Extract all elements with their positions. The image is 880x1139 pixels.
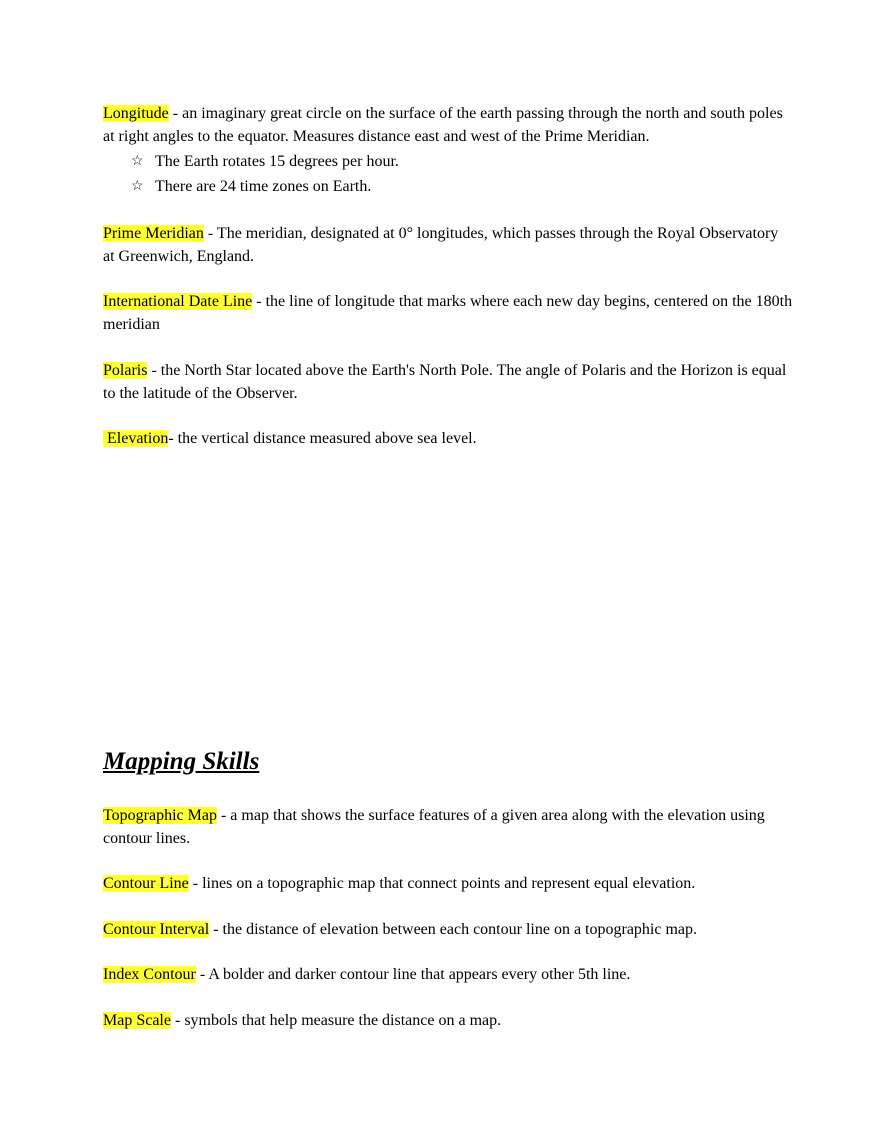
term-prime-meridian: Prime Meridian [103, 225, 204, 242]
term-elevation: Elevation [103, 430, 169, 447]
term-international-date-line: International Date Line [103, 293, 253, 310]
bullet-text: The Earth rotates 15 degrees per hour. [155, 153, 399, 170]
list-item [103, 150, 793, 173]
definition-index-contour: - A bolder and darker contour line that appears every other 5th line. [195, 966, 631, 983]
section-heading-mapping-skills: Mapping Skills [103, 748, 260, 775]
entry-polaris [103, 359, 793, 405]
definition-contour-line: - lines on a topographic map that connect points and represent equal elevation. [188, 875, 696, 892]
term-contour-line: Contour Line [103, 875, 189, 892]
white-star-icon: ☆ [131, 179, 144, 194]
entry-international-date-line [103, 290, 793, 336]
term-index-contour: Index Contour [103, 966, 196, 983]
definition-map-scale: - symbols that help measure the distance on a map. [170, 1012, 502, 1029]
entry-index-contour [103, 963, 793, 986]
entry-elevation [103, 427, 793, 450]
definition-international-date-line: - the line of longitude that marks where each new day begins, centered on the 180th meridian [103, 293, 793, 333]
term-topographic-map: Topographic Map [103, 807, 217, 824]
entry-contour-line [103, 872, 793, 895]
term-map-scale: Map Scale [103, 1012, 171, 1029]
entry-longitude [103, 102, 793, 198]
term-polaris: Polaris [103, 362, 148, 379]
definition-polaris: - the North Star located above the Earth's North Pole. The angle of Polaris and the Horizon is equal to the latitude of the Observer. [103, 362, 787, 402]
white-star-icon: ☆ [131, 154, 144, 169]
bullet-text: There are 24 time zones on Earth. [155, 178, 372, 195]
longitude-bullet-list [103, 150, 793, 198]
term-longitude: Longitude [103, 105, 169, 122]
definition-topographic-map: - a map that shows the surface features of a given area along with the elevation using contour lines. [103, 807, 765, 847]
definition-prime-meridian: - The meridian, designated at 0° longitudes, which passes through the Royal Observatory at Greenwich, England. [103, 225, 779, 265]
list-item [103, 175, 793, 198]
entry-topographic-map [103, 804, 793, 850]
term-contour-interval: Contour Interval [103, 921, 210, 938]
entry-map-scale [103, 1009, 793, 1032]
definition-contour-interval: - the distance of elevation between each contour line on a topographic map. [209, 921, 698, 938]
definition-longitude: - an imaginary great circle on the surface of the earth passing through the north and south poles at right angles to the equator. Measures distance east and west of the Prime Meridian. [103, 105, 783, 145]
definition-elevation: - the vertical distance measured above sea level. [168, 430, 477, 447]
entry-contour-interval [103, 918, 793, 941]
entry-prime-meridian [103, 222, 793, 268]
